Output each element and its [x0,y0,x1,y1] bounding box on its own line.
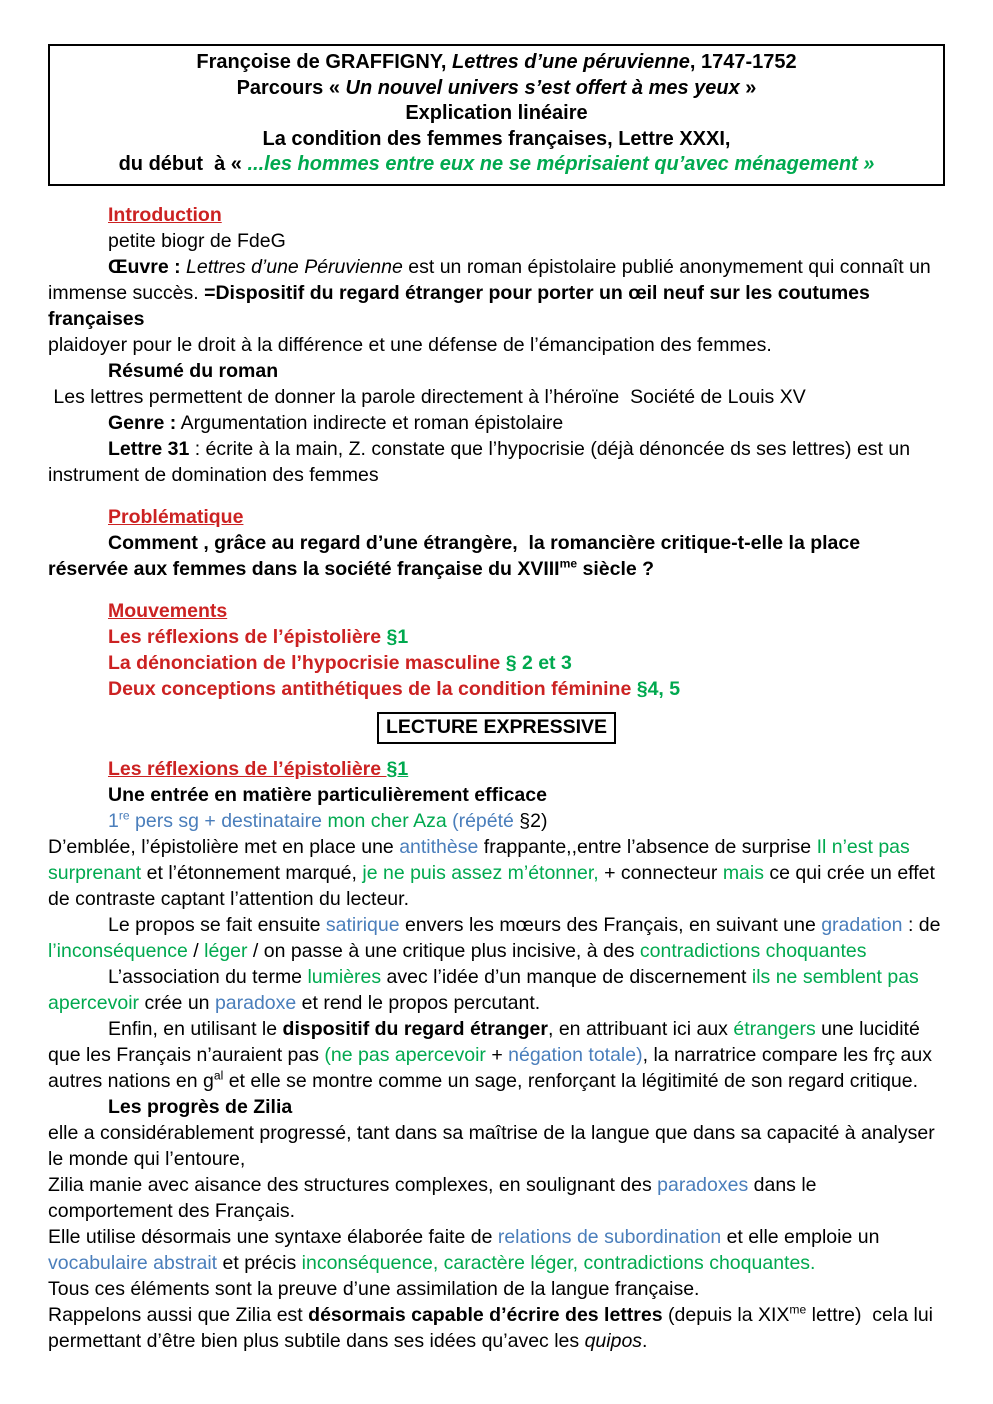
text-run: , la narratrice compare les frç aux autres nations en g [48,1043,938,1092]
blue-text-run: pers sg + destinataire [129,809,328,832]
green-text-run: inconséquence, caractère léger, contradictions choquantes. [301,1251,816,1274]
text-run: al [213,1068,224,1082]
green-text-run: mon cher Aza [327,809,447,832]
red-text-run: Deux conceptions antithétiques de la condition féminine [108,677,637,700]
text-run: Zilia manie avec aisance des structures complexes, en soulignant des [48,1173,658,1196]
text-run: Lettres d’une Péruvienne [186,255,403,278]
title-line [60,101,933,127]
text-run: me [789,1302,807,1316]
text-run: elle a considérablement progressé, tant dans sa maîtrise de la langue que dans sa capacité à analyser le monde qui l’entoure, [48,1121,941,1170]
text-run: : de [902,913,946,936]
red-text-run: Introduction [108,203,222,226]
text-run: Genre : [108,411,177,434]
text-run: quipos [584,1329,643,1352]
text-run: Un nouvel univers s’est offert à mes yeux [345,76,740,99]
blue-text-run: satirique [325,913,400,936]
red-text-run: Les réflexions de l’épistolière [108,625,387,648]
resume-heading [48,358,945,384]
text-run: me [559,556,578,570]
text-run: , 1747-1752 [689,51,797,73]
green-text-run: lumières [307,965,382,988]
text-run: Elle utilise désormais une syntaxe élaborée faite de [48,1225,498,1248]
green-text-run: ils ne semblent pas apercevoir [48,965,925,1014]
progres-paragraph-3 [48,1224,945,1276]
text-run: et rend le propos percutant. [296,991,541,1014]
progres-heading [48,1094,945,1120]
green-text-run: l’inconséquence [48,939,188,962]
section1-subheading [48,782,945,808]
text-run: / on passe à une critique plus incisive, à des [247,939,640,962]
blue-text-run: re [118,808,130,822]
red-text-run: La dénonciation de l’hypocrisie masculine [108,651,506,674]
title-line [60,152,933,178]
paragraph-spacer [48,488,945,504]
section1-heading [48,756,945,782]
lecture-expressive-box [377,712,616,744]
green-text-run: §1 [386,757,409,780]
text-run: Une entrée en matière particulièrement efficace [108,783,547,806]
section1-notes-line [48,808,945,834]
document-body [48,202,945,1354]
text-run: dispositif du regard étranger [282,1017,548,1040]
text-run: envers les mœurs des Français, en suivant une [399,913,822,936]
text-run: frappante,,entre l’absence de surprise [478,835,817,858]
title-box [48,44,945,186]
text-run: Œuvre : [108,255,187,278]
title-line [60,127,933,153]
text-run: §2) [513,809,548,832]
text-run: Les lettres permettent de donner la parole directement à l’héroïne Société de Louis XV [48,385,806,408]
text-run: , en attribuant ici aux [548,1017,734,1040]
text-run: et l’étonnement marqué, [141,861,363,884]
paragraph-spacer [48,582,945,598]
green-text-run: je ne puis assez m’étonner, [362,861,599,884]
green-text-run: léger [204,939,248,962]
text-run: La condition des femmes françaises, Lettre XXXI, [262,127,731,150]
movement-item-1 [48,624,945,650]
blue-text-run: antithèse [399,835,479,858]
text-run: + [485,1043,509,1066]
oeuvre-paragraph [48,254,945,332]
text-run: =Dispositif du regard étranger pour porter un œil neuf sur les coutumes françaises [48,281,876,330]
plaidoyer-line [48,332,945,358]
genre-line [48,410,945,436]
title-line [60,50,933,76]
progres-paragraph-5 [48,1302,945,1354]
text-run: et elle emploie un [721,1225,885,1248]
green-text-run: contradictions choquantes [639,939,867,962]
blue-text-run: (répété [452,809,514,832]
text-run: Le propos se fait ensuite [108,913,326,936]
blue-text-run: négation totale) [508,1043,643,1066]
text-run: LECTURE EXPRESSIVE [385,715,608,738]
text-run: Les progrès de Zilia [108,1095,293,1118]
movement-item-2 [48,650,945,676]
intro-bio-line [48,228,945,254]
problematique-heading [48,504,945,530]
text-run: ce qui crée un effet de contraste captant l’attention du lecteur. [48,861,941,910]
green-text-run: § 2 et 3 [505,651,572,674]
blue-text-run: paradoxe [214,991,297,1014]
introduction-heading [48,202,945,228]
analysis-paragraph-2 [48,912,945,964]
text-run: siècle ? [577,557,655,580]
text-run: Comment , grâce au regard d’une étrangère, la romancière critique-t-elle la place réservée aux femmes dans la société française du XVIII [48,531,866,580]
blue-text-run: paradoxes [657,1173,749,1196]
text-run: est un roman épistolaire publié anonymement qui connaît un immense succès. [48,255,937,304]
text-run: plaidoyer pour le droit à la différence et une défense de l’émancipation des femmes. [48,333,772,356]
text-run: Argumentation indirecte et roman épistolaire [176,411,564,434]
problematique-question [48,530,945,582]
text-run: et elle se montre comme un sage, renforçant la légitimité de son regard critique. [223,1069,919,1092]
resume-line [48,384,945,410]
red-text-run: Problématique [108,505,244,528]
blue-text-run: gradation [821,913,903,936]
text-run: : écrite à la main, Z. constate que l’hypocrisie (déjà dénoncée ds ses lettres) est un instrument de domination des femmes [48,437,916,486]
text-run: du début à « [118,153,248,175]
text-run: Tous ces éléments sont la preuve d’une assimilation de la langue française. [48,1277,700,1300]
text-run: . [642,1329,648,1352]
analysis-paragraph-1 [48,834,945,912]
green-text-run: étrangers [733,1017,816,1040]
text-run: crée un [139,991,215,1014]
text-run: (depuis la XIX [662,1303,790,1326]
blue-text-run: vocabulaire abstrait [48,1251,218,1274]
green-text-run: §1 [386,625,409,648]
green-text-run: mais [722,861,764,884]
green-text-run: Il n’est pas surprenant [48,835,916,884]
progres-paragraph-2 [48,1172,945,1224]
text-run: + connecteur [598,861,723,884]
text-run: » [739,76,757,99]
blue-text-run: 1 [108,809,119,832]
movement-item-3 [48,676,945,702]
text-run: L’association du terme [108,965,308,988]
text-run: Résumé du roman [108,359,279,382]
green-text-run: (ne pas apercevoir [324,1043,486,1066]
text-run: désormais capable d’écrire des lettres [308,1303,663,1326]
mouvements-heading [48,598,945,624]
analysis-paragraph-4 [48,1016,945,1094]
red-text-run: Les réflexions de l’épistolière [108,757,387,780]
text-run: / [187,939,205,962]
lecture-expressive-row [48,712,945,744]
text-run: une lucidité que les Français n’auraient pas [48,1017,926,1066]
blue-text-run: relations de subordination [497,1225,722,1248]
text-run: Françoise de GRAFFIGNY, [196,51,452,73]
text-run: dans le comportement des Français. [48,1173,822,1222]
progres-paragraph-1 [48,1120,945,1172]
title-line [60,76,933,102]
green-text-run: §4, 5 [636,677,681,700]
red-text-run: Mouvements [108,599,228,622]
text-run: avec l’idée d’un manque de discernement [381,965,752,988]
green-text-run: ...les hommes entre eux ne se méprisaient qu’avec ménagement » [247,153,875,175]
lettre31-paragraph [48,436,945,488]
text-run: Lettres d’une péruvienne [452,51,690,73]
text-run: Explication linéaire [405,102,588,124]
text-run: et précis [217,1251,302,1274]
text-run: Rappelons aussi que Zilia est [48,1303,309,1326]
text-run: petite biogr de FdeG [108,229,286,252]
text-run: Lettre 31 [108,437,190,460]
text-run: lettre) cela lui permettant d’être bien plus subtile dans ses idées qu’avec les [48,1303,939,1352]
text-run: Parcours « [236,76,346,99]
text-run: Enfin, en utilisant le [108,1017,283,1040]
text-run: D’emblée, l’épistolière met en place une [48,835,400,858]
analysis-paragraph-3 [48,964,945,1016]
progres-paragraph-4 [48,1276,945,1302]
